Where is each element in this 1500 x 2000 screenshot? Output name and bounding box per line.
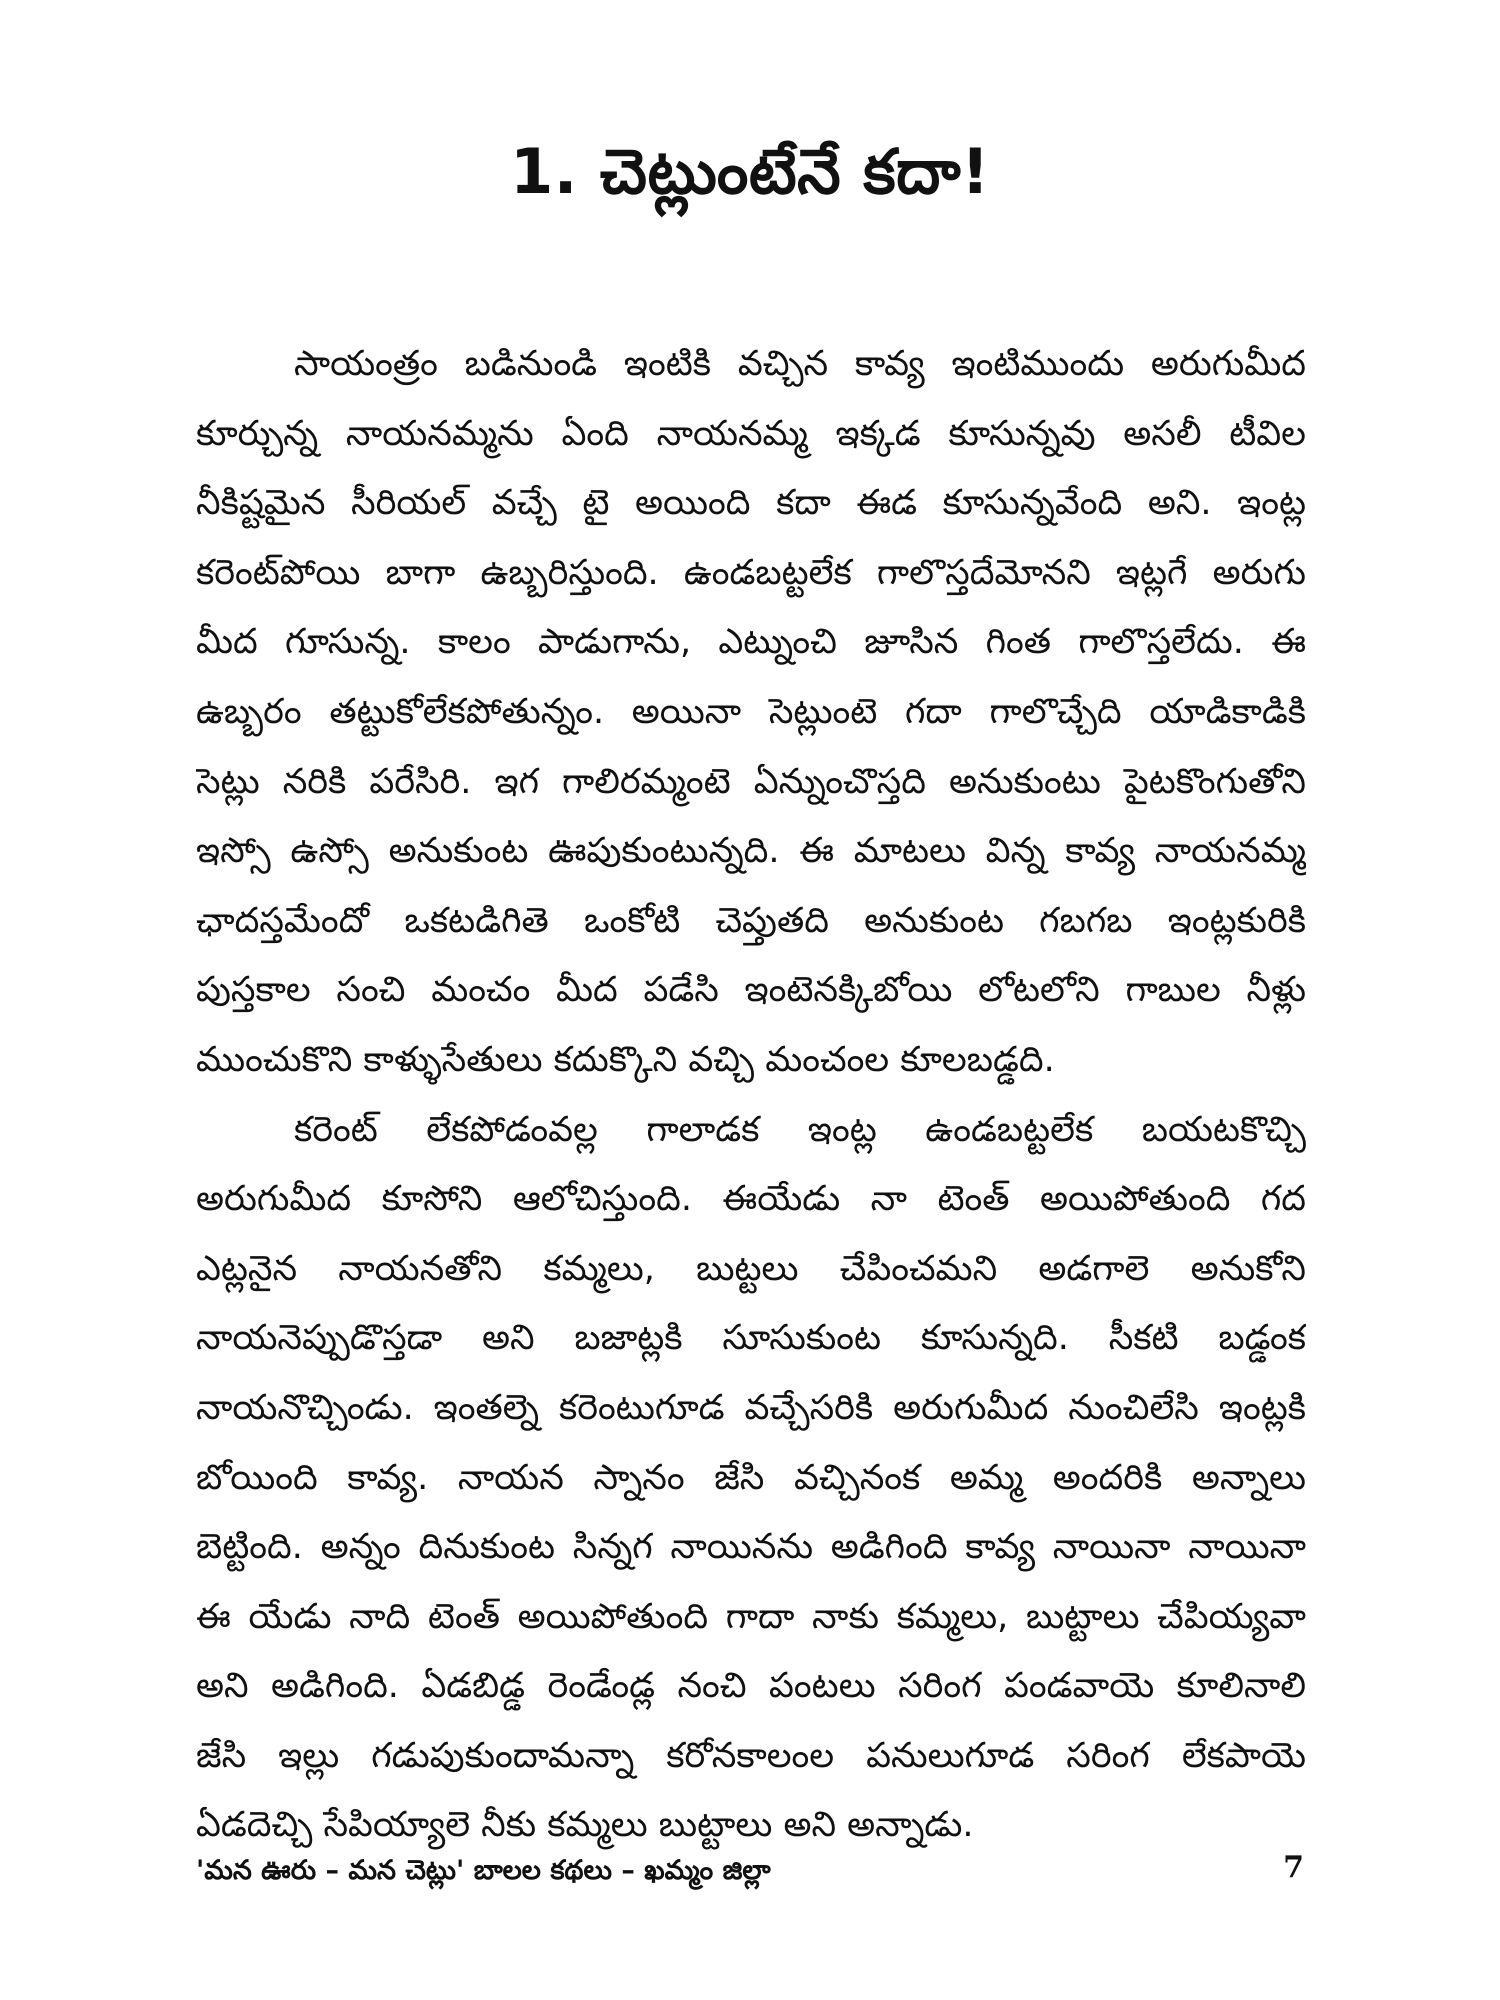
paragraph-1-line: మీద గూసున్న. కాలం పాడుగాను, ఎట్నుంచి జూసిన గింత గాలొస్తలేదు. ఈ: [196, 622, 1306, 663]
paragraph-1-line: పుస్తకాల సంచి మంచం మీద పడేసి ఇంటెనక్కిబోయి లోటలోని గాబుల నీళ్లు: [196, 970, 1306, 1011]
paragraph-2-line: బోయింది కావ్య. నాయన స్నానం జేసి వచ్చినంక అమ్మ అందరికి అన్నాలు: [196, 1457, 1306, 1498]
paragraph-1-line: సెట్లు నరికి పరేసిరి. ఇగ గాలిరమ్మంటె ఏన్నుంచొస్తది అనుకుంటు పైటకొంగుతోని: [196, 761, 1306, 802]
story-body: [196, 330, 1306, 1861]
paragraph-1-line: ఉబ్బరం తట్టుకోలేకపోతున్నం. అయినా సెట్లుంటె గదా గాలొచ్చేది యాడికాడికి: [196, 691, 1306, 732]
paragraph-1-line: కూర్చున్న నాయనమ్మను ఏంది నాయనమ్మ ఇక్కడ కూసున్నవు అసలీ టీవిల: [196, 413, 1306, 454]
paragraph-2-line: అని అడిగింది. ఏడబిడ్డ రెండేండ్ల నంచి పంటలు సరింగ పండవాయె కూలినాలి: [196, 1666, 1306, 1707]
paragraph-1-line: ముంచుకొని కాళ్ళుసేతులు కదుక్కొని వచ్చి మంచంల కూలబడ్డది.: [196, 1039, 1055, 1080]
paragraph-2-line: ఈ యేడు నాది టెంత్ అయిపోతుంది గాదా నాకు కమ్మలు, బుట్టాలు చేపియ్యవా: [196, 1596, 1306, 1637]
paragraph-1-line: ఛాదస్తమేందో ఒకటడిగితె ఒంకోటి చెప్తుతది అనుకుంట గబగబ ఇంట్లకురికి: [196, 900, 1306, 941]
paragraph-2-line: ఏడదెచ్చి సేపియ్యాలె నీకు కమ్మలు బుట్టాలు అని అన్నాడు.: [196, 1805, 974, 1846]
paragraph-2-line: జేసి ఇల్లు గడుపుకుందామన్నా కరోనకాలంల పనులుగూడ సరింగ లేకపాయె: [196, 1735, 1306, 1776]
paragraph-2-line: అరుగుమీద కూసోని ఆలోచిస్తుంది. ఈయేడు నా టెంత్ అయిపోతుంది గద: [196, 1179, 1306, 1220]
paragraph-1-line: కరెంట్‌పోయి బాగా ఉబ్బరిస్తుంది. ఉండబట్టలేక గాలొస్తదేమోనని ఇట్లగే అరుగు: [196, 552, 1306, 593]
paragraph-2-line: నాయనొచ్చిండు. ఇంతల్నె కరెంటుగూడ వచ్చేసరికి అరుగుమీద నుంచిలేసి ఇంట్లకి: [196, 1387, 1306, 1428]
paragraph-1-line: సాయంత్రం బడినుండి ఇంటికి వచ్చిన కావ్య ఇంటిముందు అరుగుమీద: [294, 344, 1306, 384]
paragraph-2-line: కరెంట్ లేకపోడంవల్ల గాలాడక ఇంట్ల ఉండబట్టలేక బయటకొచ్చి: [294, 1109, 1306, 1150]
paragraph-2-line: ఎట్లనైన నాయనతోని కమ్మలు, బుట్టలు చేపించమని అడగాలె అనుకోని: [196, 1248, 1306, 1289]
book-footer: 'మన ఊరు – మన చెట్లు' బాలల కథలు – ఖమ్మం జిల్లా: [196, 1855, 771, 1886]
page-number: 7: [1283, 1850, 1304, 1885]
paragraph-1-line: నీకిష్టమైన సీరియల్ వచ్చే టై అయింది కదా ఈడ కూసున్నవేంది అని. ఇంట్ల: [196, 483, 1306, 524]
page-title: 1. చెట్లుంటేనే కదా!: [510, 135, 990, 208]
paragraph-2-line: బెట్టింది. అన్నం దినుకుంట సిన్నగ నాయినను అడిగింది కావ్య నాయినా నాయినా: [196, 1527, 1306, 1568]
paragraph-2-line: నాయనెప్పుడొస్తడా అని బజాట్లకి సూసుకుంట కూసున్నది. సీకటి బడ్డంక: [196, 1318, 1306, 1359]
paragraph-1-line: ఇస్సో ఉస్సో అనుకుంట ఊపుకుంటున్నది. ఈ మాటలు విన్న కావ్య నాయనమ్మ: [196, 831, 1306, 872]
